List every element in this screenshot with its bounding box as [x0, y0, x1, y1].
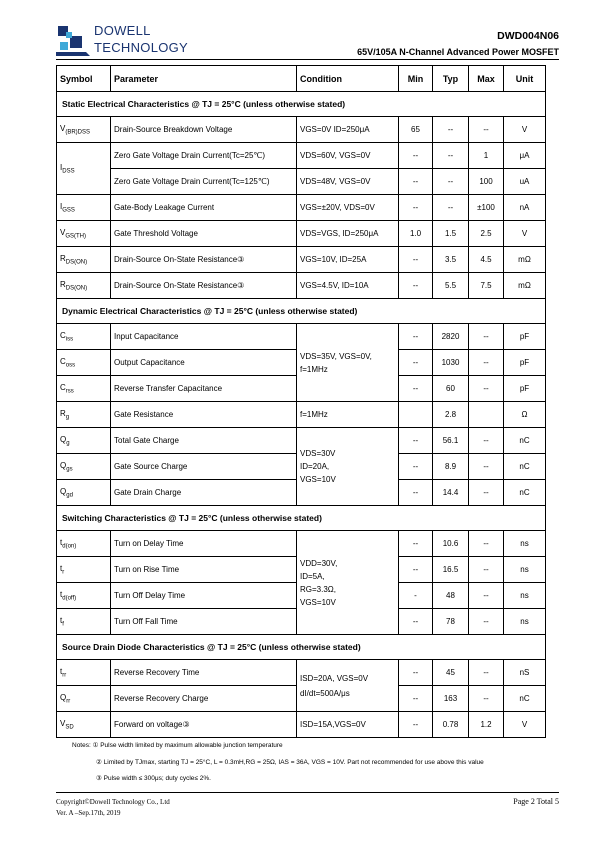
- parameter-cell: Turn Off Delay Time: [111, 583, 297, 609]
- typ-cell: 10.6: [433, 531, 469, 557]
- max-cell: --: [469, 557, 504, 583]
- symbol-cell: $C_{iss}$: [57, 324, 111, 350]
- parameter-cell: Turn on Rise Time: [111, 557, 297, 583]
- table-row: [57, 660, 546, 686]
- parameter-cell: Output Capacitance: [111, 350, 297, 376]
- symbol-cell: $I_{GSS}$: [57, 195, 111, 221]
- part-number: DWD004N06: [497, 30, 559, 42]
- symbol-cell: $V_{(BR)DSS}$: [57, 117, 111, 143]
- section-diode: Source Drain Diode Characteristics @ TJ = 25°C (unless otherwise stated): [57, 635, 546, 660]
- parameter-cell: Reverse Transfer Capacitance: [111, 376, 297, 402]
- unit-cell: nC: [504, 428, 546, 454]
- symbol-cell: $V_{SD}$: [57, 712, 111, 738]
- min-cell: --: [399, 143, 433, 169]
- unit-cell: V: [504, 117, 546, 143]
- company-name-line1: DOWELL: [94, 23, 151, 38]
- condition-cell: VGS=10V, ID=25A: [297, 247, 399, 273]
- typ-cell: 5.5: [433, 273, 469, 299]
- copyright-text: Copyright©Dowell Technology Co., Ltd: [56, 798, 170, 806]
- unit-cell: μA: [504, 143, 546, 169]
- condition-cell: VDS=48V, VGS=0V: [297, 169, 399, 195]
- unit-cell: ns: [504, 557, 546, 583]
- max-cell: --: [469, 376, 504, 402]
- max-cell: --: [469, 324, 504, 350]
- unit-cell: ns: [504, 531, 546, 557]
- unit-cell: uA: [504, 169, 546, 195]
- table-row: [57, 143, 546, 169]
- min-cell: --: [399, 376, 433, 402]
- parameter-cell: Drain-Source On-State Resistance③: [111, 273, 297, 299]
- company-name-line2: TECHNOLOGY: [94, 40, 189, 55]
- header-divider: [56, 59, 559, 60]
- unit-cell: V: [504, 712, 546, 738]
- table-row: [57, 324, 546, 350]
- table-row: [57, 531, 546, 557]
- max-cell: [469, 402, 504, 428]
- typ-cell: 2.8: [433, 402, 469, 428]
- condition-cell: f=1MHz: [297, 402, 399, 428]
- symbol-cell: $V_{GS(TH)}$: [57, 221, 111, 247]
- version-text: Ver. A –Sep.17th, 2019: [56, 809, 121, 817]
- parameter-cell: Reverse Recovery Charge: [111, 686, 297, 712]
- max-cell: ±100: [469, 195, 504, 221]
- table-row: [57, 247, 546, 273]
- typ-cell: --: [433, 169, 469, 195]
- table-row: [57, 428, 546, 454]
- col-header-max: Max: [469, 66, 504, 92]
- condition-cell: ISD=15A,VGS=0V: [297, 712, 399, 738]
- col-header-min: Min: [399, 66, 433, 92]
- part-description: 65V/105A N-Channel Advanced Power MOSFET: [357, 47, 559, 57]
- company-logo: [56, 22, 206, 58]
- max-cell: --: [469, 660, 504, 686]
- page-number: Page 2 Total 5: [513, 797, 559, 806]
- symbol-cell: $t_{d(off)}$: [57, 583, 111, 609]
- col-header-typ: Typ: [433, 66, 469, 92]
- max-cell: --: [469, 350, 504, 376]
- min-cell: --: [399, 660, 433, 686]
- unit-cell: nS: [504, 660, 546, 686]
- parameter-cell: Turn on Delay Time: [111, 531, 297, 557]
- table-row: [57, 195, 546, 221]
- parameter-cell: Turn Off Fall Time: [111, 609, 297, 635]
- symbol-cell: $Q_g$: [57, 428, 111, 454]
- condition-cell: VDD=30V, ID=5A, RG=3.3Ω, VGS=10V: [297, 531, 399, 635]
- max-cell: 1.2: [469, 712, 504, 738]
- min-cell: --: [399, 273, 433, 299]
- typ-cell: 8.9: [433, 454, 469, 480]
- typ-cell: 78: [433, 609, 469, 635]
- condition-cell: VGS=0V ID=250μA: [297, 117, 399, 143]
- max-cell: 2.5: [469, 221, 504, 247]
- footer-left: [56, 797, 170, 819]
- symbol-cell: $R_{DS(ON)}$: [57, 247, 111, 273]
- unit-cell: nC: [504, 686, 546, 712]
- typ-cell: 0.78: [433, 712, 469, 738]
- unit-cell: V: [504, 221, 546, 247]
- unit-cell: nC: [504, 454, 546, 480]
- max-cell: --: [469, 428, 504, 454]
- typ-cell: 48: [433, 583, 469, 609]
- note-1: Notes: ① Pulse width limited by maximum allowable junction temperature: [72, 742, 283, 749]
- min-cell: 65: [399, 117, 433, 143]
- condition-cell: VGS=4.5V, ID=10A: [297, 273, 399, 299]
- unit-cell: nC: [504, 480, 546, 506]
- condition-cell: VDS=30V ID=20A, VGS=10V: [297, 428, 399, 506]
- symbol-cell: $R_g$: [57, 402, 111, 428]
- min-cell: --: [399, 686, 433, 712]
- symbol-cell: $t_{rr}$: [57, 660, 111, 686]
- parameter-cell: Reverse Recovery Time: [111, 660, 297, 686]
- min-cell: --: [399, 609, 433, 635]
- min-cell: --: [399, 350, 433, 376]
- min-cell: --: [399, 169, 433, 195]
- unit-cell: nA: [504, 195, 546, 221]
- symbol-cell: $Q_{rr}$: [57, 686, 111, 712]
- symbol-cell: $C_{rss}$: [57, 376, 111, 402]
- typ-cell: 60: [433, 376, 469, 402]
- note-2: ② Limited by TJmax, starting TJ = 25°C, L = 0.3mH,RG = 25Ω, IAS = 36A, VGS = 10V. Part not recommended for use above this value: [96, 759, 484, 766]
- max-cell: --: [469, 117, 504, 143]
- min-cell: --: [399, 557, 433, 583]
- table-row: [57, 169, 546, 195]
- max-cell: --: [469, 454, 504, 480]
- min-cell: --: [399, 454, 433, 480]
- parameter-cell: Input Capacitance: [111, 324, 297, 350]
- symbol-cell: $t_{d(on)}$: [57, 531, 111, 557]
- parameter-cell: Zero Gate Voltage Drain Current(Tc=125℃): [111, 169, 297, 195]
- min-cell: --: [399, 195, 433, 221]
- section-dynamic: Dynamic Electrical Characteristics @ TJ = 25°C (unless otherwise stated): [57, 299, 546, 324]
- min-cell: --: [399, 247, 433, 273]
- unit-cell: pF: [504, 350, 546, 376]
- parameter-cell: Gate Drain Charge: [111, 480, 297, 506]
- typ-cell: --: [433, 117, 469, 143]
- condition-cell: VDS=35V, VGS=0V, f=1MHz: [297, 324, 399, 402]
- min-cell: 1.0: [399, 221, 433, 247]
- logo-mark-icon: [56, 22, 90, 56]
- max-cell: 100: [469, 169, 504, 195]
- col-header-symbol: Symbol: [57, 66, 111, 92]
- footer-divider: [56, 792, 559, 793]
- parameter-cell: Forward on voltage③: [111, 712, 297, 738]
- typ-cell: 14.4: [433, 480, 469, 506]
- unit-cell: mΩ: [504, 247, 546, 273]
- min-cell: --: [399, 428, 433, 454]
- symbol-cell: $t_f$: [57, 609, 111, 635]
- min-cell: [399, 402, 433, 428]
- symbol-cell: $Q_{gd}$: [57, 480, 111, 506]
- typ-cell: 163: [433, 686, 469, 712]
- electrical-characteristics-table: [56, 65, 546, 738]
- parameter-cell: Gate Resistance: [111, 402, 297, 428]
- section-switching: Switching Characteristics @ TJ = 25°C (unless otherwise stated): [57, 506, 546, 531]
- table-row: [57, 273, 546, 299]
- symbol-cell: $Q_{gs}$: [57, 454, 111, 480]
- max-cell: --: [469, 480, 504, 506]
- unit-cell: ns: [504, 583, 546, 609]
- max-cell: 7.5: [469, 273, 504, 299]
- col-header-condition: Condition: [297, 66, 399, 92]
- section-static: Static Electrical Characteristics @ TJ = 25°C (unless otherwise stated): [57, 92, 546, 117]
- table-row: [57, 712, 546, 738]
- typ-cell: --: [433, 195, 469, 221]
- unit-cell: ns: [504, 609, 546, 635]
- note-3: ③ Pulse width ≤ 300μs; duty cycle≤ 2%.: [96, 775, 211, 782]
- condition-cell: VGS=±20V, VDS=0V: [297, 195, 399, 221]
- min-cell: --: [399, 712, 433, 738]
- symbol-cell: $I_{DSS}$: [57, 143, 111, 195]
- table-header-row: [57, 66, 546, 92]
- unit-cell: pF: [504, 376, 546, 402]
- condition-cell: VDS=60V, VGS=0V: [297, 143, 399, 169]
- parameter-cell: Total Gate Charge: [111, 428, 297, 454]
- typ-cell: 56.1: [433, 428, 469, 454]
- col-header-parameter: Parameter: [111, 66, 297, 92]
- typ-cell: 16.5: [433, 557, 469, 583]
- parameter-cell: Gate Source Charge: [111, 454, 297, 480]
- parameter-cell: Drain-Source On-State Resistance③: [111, 247, 297, 273]
- table-row: [57, 117, 546, 143]
- max-cell: --: [469, 583, 504, 609]
- parameter-cell: Gate Threshold Voltage: [111, 221, 297, 247]
- typ-cell: 2820: [433, 324, 469, 350]
- unit-cell: Ω: [504, 402, 546, 428]
- symbol-cell: $R_{DS(ON)}$: [57, 273, 111, 299]
- max-cell: --: [469, 686, 504, 712]
- unit-cell: mΩ: [504, 273, 546, 299]
- min-cell: --: [399, 531, 433, 557]
- symbol-cell: $C_{oss}$: [57, 350, 111, 376]
- min-cell: --: [399, 480, 433, 506]
- min-cell: --: [399, 324, 433, 350]
- unit-cell: pF: [504, 324, 546, 350]
- condition-cell: VDS=VGS, ID=250μA: [297, 221, 399, 247]
- parameter-cell: Gate-Body Leakage Current: [111, 195, 297, 221]
- typ-cell: 45: [433, 660, 469, 686]
- max-cell: --: [469, 531, 504, 557]
- table-row: [57, 402, 546, 428]
- typ-cell: 1.5: [433, 221, 469, 247]
- table-row: [57, 221, 546, 247]
- min-cell: -: [399, 583, 433, 609]
- typ-cell: 3.5: [433, 247, 469, 273]
- typ-cell: --: [433, 143, 469, 169]
- max-cell: 1: [469, 143, 504, 169]
- max-cell: --: [469, 609, 504, 635]
- col-header-unit: Unit: [504, 66, 546, 92]
- parameter-cell: Drain-Source Breakdown Voltage: [111, 117, 297, 143]
- symbol-cell: $t_r$: [57, 557, 111, 583]
- typ-cell: 1030: [433, 350, 469, 376]
- condition-cell: ISD=20A, VGS=0V dI/dt=500A/μs: [297, 660, 399, 712]
- max-cell: 4.5: [469, 247, 504, 273]
- parameter-cell: Zero Gate Voltage Drain Current(Tc=25℃): [111, 143, 297, 169]
